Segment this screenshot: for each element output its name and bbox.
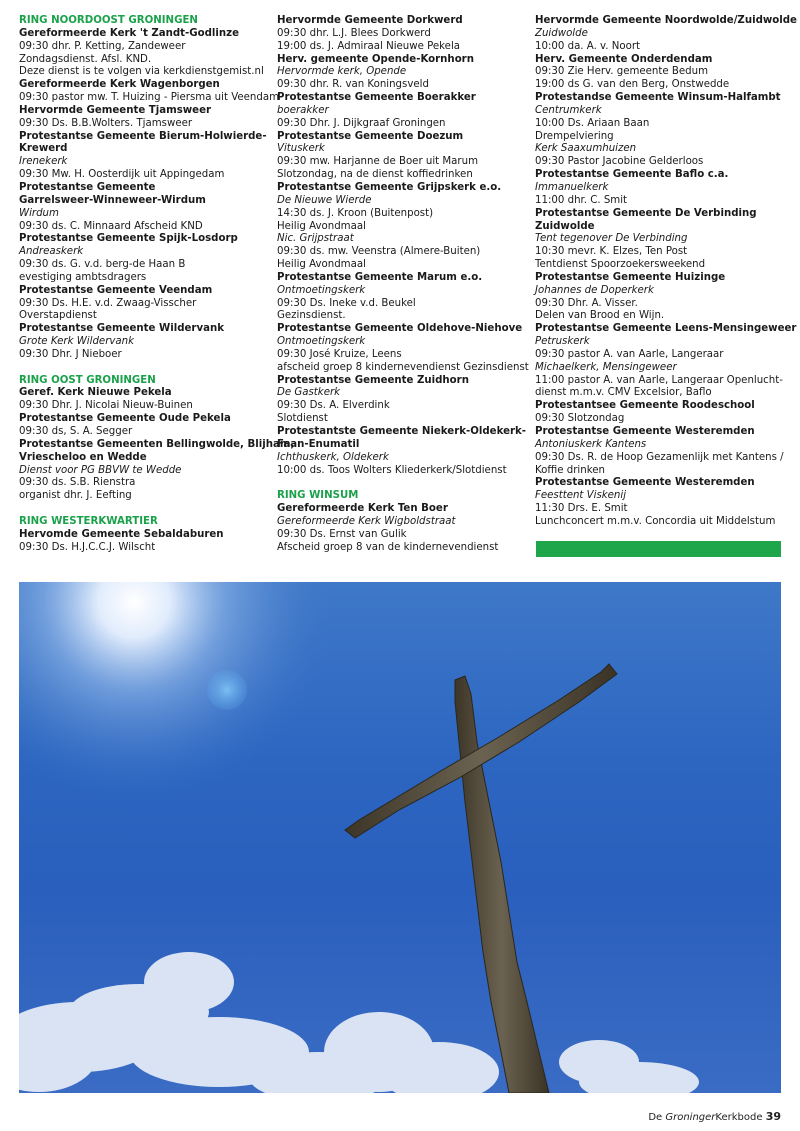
congregation-name: Protestantse Gemeente Huizinge — [535, 271, 726, 283]
congregation-name: Gereformeerde Kerk 't Zandt-Godlinze — [19, 27, 240, 39]
service-detail: 14:30 ds. J. Kroon (Buitenpost) — [277, 207, 434, 219]
church-location: Irenekerk — [19, 156, 68, 168]
service-detail: 09:30 ds. S.B. Rienstra — [19, 477, 136, 489]
congregation-name: Protestantse Gemeente Marum e.o. — [277, 271, 483, 283]
church-location: Tent tegenover De Verbinding — [535, 233, 688, 245]
church-location: Ontmoetingskerk — [277, 336, 366, 348]
church-location: Feesttent Viskenij — [535, 490, 627, 502]
service-detail: organist dhr. J. Eefting — [19, 490, 132, 502]
congregation-name: Protestantse Gemeente Westeremden — [535, 477, 755, 489]
congregation-name: Protestantse Gemeente — [19, 181, 156, 193]
congregation-name: Hervormde Gemeente Noordwolde/Zuidwolde — [535, 15, 797, 26]
column-2 — [277, 15, 527, 554]
service-detail: 09:30 Dhr. J. Nicolai Nieuw-Buinen — [19, 400, 193, 412]
footer-magazine-name: Groninger — [665, 1112, 716, 1123]
congregation-name: Protestandse Gemeente Winsum-Halfambt — [535, 92, 781, 104]
service-detail: 09:30 pastor mw. T. Huizing - Piersma uit Veendam — [19, 92, 279, 104]
section-heading: RING WINSUM — [277, 490, 359, 502]
church-location: boerakker — [277, 104, 329, 116]
page-number: 39 — [765, 1110, 781, 1123]
service-detail: 09:30 dhr. P. Ketting, Zandeweer — [19, 40, 186, 52]
section-heading: RING OOST GRONINGEN — [19, 374, 156, 386]
service-detail: Slotdienst — [277, 413, 328, 425]
service-detail: 11:00 dhr. C. Smit — [535, 194, 628, 206]
congregation-name: Hervomde Gemeente Sebaldaburen — [19, 528, 224, 540]
service-detail: 10:00 Ds. Ariaan Baan — [535, 117, 650, 129]
congregation-name: Herv. gemeente Opende-Kornhorn — [277, 53, 474, 65]
church-location: Gereformeerde Kerk Wigboldstraat — [277, 515, 456, 527]
service-detail: Zondagsdienst. Afsl. KND. — [19, 53, 152, 65]
congregation-name: Vriescheloo en Wedde — [19, 451, 147, 463]
congregation-name: Protestantse Gemeente Spijk-Losdorp — [19, 233, 238, 245]
service-detail: Gezinsdienst. — [277, 310, 346, 322]
service-detail: 10:30 mevr. K. Elzes, Ten Post — [535, 246, 688, 258]
congregation-name: Protestantse Gemeenten Bellingwolde, Blijham, — [19, 438, 295, 450]
service-detail: 09:30 Ds. B.B.Wolters. Tjamsweer — [19, 117, 193, 129]
column-1 — [19, 15, 295, 554]
service-detail: Heilig Avondmaal — [277, 259, 366, 271]
service-detail: 09:30 Ds. R. de Hoop Gezamenlijk met Kantens / — [535, 451, 784, 463]
church-location: Immanuelkerk — [535, 181, 609, 193]
service-detail: 10:00 da. A. v. Noort — [535, 40, 641, 52]
congregation-name: Protestantse Gemeente Zuidhorn — [277, 374, 469, 386]
congregation-name: Protestantse Gemeente Oldehove-Niehove — [277, 323, 523, 335]
service-detail: 09:30 Zie Herv. gemeente Bedum — [535, 66, 708, 78]
church-location: Kerk Saaxumhuizen — [535, 143, 637, 155]
service-detail: 09:30 Dhr. J. Dijkgraaf Groningen — [277, 117, 446, 129]
service-detail: 09:30 Slotzondag — [535, 413, 625, 425]
section-heading: RING WESTERKWARTIER — [19, 515, 158, 527]
church-location: Andreaskerk — [19, 246, 84, 258]
congregation-name: Hervormde Gemeente Dorkwerd — [277, 15, 463, 26]
service-detail: 10:00 ds. Toos Wolters Kliederkerk/Slotdienst — [277, 464, 507, 476]
service-detail: 19:00 ds G. van den Berg, Onstwedde — [535, 79, 730, 91]
service-detail: 19:00 ds. J. Admiraal Nieuwe Pekela — [277, 40, 461, 52]
church-location: Ichthuskerk, Oldekerk — [277, 451, 389, 463]
service-detail: 09:30 ds. C. Minnaard Afscheid KND — [19, 220, 203, 232]
service-detail: 09:30 Ds. Ernst van Gulik — [277, 528, 407, 540]
congregation-name: Krewerd — [19, 143, 68, 155]
church-location: De Gastkerk — [277, 387, 341, 399]
church-location: Nic. Grijpstraat — [277, 233, 354, 245]
service-detail: 09:30 mw. Harjanne de Boer uit Marum — [277, 156, 478, 168]
church-location: Grote Kerk Wildervank — [19, 336, 135, 348]
congregation-name: Protestantse Gemeente De Verbinding — [535, 207, 757, 219]
church-location: Zuidwolde — [535, 27, 588, 39]
service-detail: evestiging ambtsdragers — [19, 271, 147, 283]
spacer — [19, 362, 265, 375]
service-detail: 09:30 Ds. H.E. v.d. Zwaag-Visscher — [19, 297, 197, 309]
service-detail: 09:30 ds. mw. Veenstra (Almere-Buiten) — [277, 246, 481, 258]
congregation-name: Gereformeerde Kerk Ten Boer — [277, 503, 448, 515]
service-detail: Tentdienst Spoorzoekersweekend — [535, 259, 706, 271]
service-detail: 09:30 José Kruize, Leens — [277, 348, 402, 360]
congregation-name: Protestantse Gemeente Wildervank — [19, 323, 224, 335]
service-detail: 09:30 dhr. L.J. Blees Dorkwerd — [277, 27, 431, 39]
service-detail: 09:30 Ds. Ineke v.d. Beukel — [277, 297, 416, 309]
church-location: De Nieuwe Wierde — [277, 194, 372, 206]
congregation-name: Protestantse Gemeente Boerakker — [277, 92, 476, 104]
service-detail: 09:30 pastor A. van Aarle, Langeraar — [535, 348, 724, 360]
church-location: Dienst voor PG BBVW te Wedde — [19, 464, 182, 476]
church-location: Johannes de Doperkerk — [535, 284, 654, 296]
service-detail: Deze dienst is te volgen via kerkdienstgemist.nl — [19, 66, 264, 78]
church-location: Michaelkerk, Mensingeweer — [535, 361, 677, 373]
green-accent-bar — [536, 541, 781, 557]
congregation-name: Gereformeerde Kerk Wagenborgen — [19, 79, 220, 91]
church-location: Centrumkerk — [535, 104, 602, 116]
church-location: Vituskerk — [277, 143, 325, 155]
congregation-name: Protestantse Gemeente Veendam — [19, 284, 213, 296]
service-detail: 11:00 pastor A. van Aarle, Langeraar Openlucht- — [535, 374, 783, 386]
congregation-name: Protestantsee Gemeente Roodeschool — [535, 400, 755, 412]
service-detail: Afscheid groep 8 van de kindernevendienst — [277, 541, 499, 553]
congregation-name: Protestantse Gemeente Grijpskerk e.o. — [277, 181, 502, 193]
congregation-name: Protestantse Gemeente Baflo c.a. — [535, 169, 729, 181]
service-detail: Overstapdienst — [19, 310, 97, 322]
column-3 — [535, 15, 797, 529]
service-detail: 09:30 Ds. A. Elverdink — [277, 400, 390, 412]
service-detail: 09:30 Ds. H.J.C.C.J. Wilscht — [19, 541, 156, 553]
church-location: Ontmoetingskerk — [277, 284, 366, 296]
congregation-name: Protestantse Gemeente Leens-Mensingeweer — [535, 323, 797, 335]
service-detail: Lunchconcert m.m.v. Concordia uit Middelstum — [535, 515, 776, 527]
footer-suffix: Kerkbode — [715, 1112, 763, 1123]
service-detail: Heilig Avondmaal — [277, 220, 366, 232]
congregation-name: Protestantse Gemeente Oude Pekela — [19, 413, 231, 425]
service-detail: 09:30 dhr. R. van Koningsveld — [277, 79, 429, 91]
congregation-name: Geref. Kerk Nieuwe Pekela — [19, 387, 172, 399]
service-detail: Slotzondag, na de dienst koffiedrinken — [277, 169, 473, 181]
congregation-name: Herv. Gemeente Onderdendam — [535, 53, 713, 65]
service-detail: 11:30 Drs. E. Smit — [535, 503, 628, 515]
service-detail: 09:30 ds. G. v.d. berg-de Haan B — [19, 259, 186, 271]
church-location: Antoniuskerk Kantens — [535, 438, 647, 450]
congregation-name: Protestantse Gemeente Bierum-Holwierde- — [19, 130, 267, 142]
service-detail: Delen van Brood en Wijn. — [535, 310, 665, 322]
service-detail: dienst m.m.v. CMV Excelsior, Baflo — [535, 387, 712, 399]
congregation-name: Garrelsweer-Winneweer-Wirdum — [19, 194, 206, 206]
congregation-name: Faan-Enumatil — [277, 438, 360, 450]
service-detail: 09:30 Pastor Jacobine Gelderloos — [535, 156, 704, 168]
service-detail: Drempelviering — [535, 130, 614, 142]
congregation-name: Hervormde Gemeente Tjamsweer — [19, 104, 212, 116]
service-detail: afscheid groep 8 kindernevendienst Gezinsdienst — [277, 361, 529, 373]
service-detail: 09:30 Dhr. A. Visser. — [535, 297, 638, 309]
service-detail: 09:30 Dhr. J Nieboer — [19, 348, 122, 360]
congregation-name: Protestantse Gemeente Doezum — [277, 130, 464, 142]
service-detail: 09:30 Mw. H. Oosterdijk uit Appingedam — [19, 169, 225, 181]
congregation-name: Protestantste Gemeente Niekerk-Oldekerk- — [277, 426, 527, 437]
service-detail: Koffie drinken — [535, 464, 605, 476]
church-location: Hervormde kerk, Opende — [277, 66, 407, 78]
spacer — [277, 477, 527, 490]
cross-sky-photo — [19, 582, 781, 1093]
congregation-name: Protestantse Gemeente Westeremden — [535, 426, 755, 437]
section-heading: RING NOORDOOST GRONINGEN — [19, 15, 198, 26]
footer-prefix: De — [648, 1112, 663, 1123]
church-location: Wirdum — [19, 207, 59, 219]
church-location: Petruskerk — [535, 336, 590, 348]
congregation-name: Zuidwolde — [535, 220, 595, 232]
spacer — [19, 503, 265, 516]
service-detail: 09:30 ds, S. A. Segger — [19, 426, 133, 437]
page-footer — [648, 1110, 781, 1123]
